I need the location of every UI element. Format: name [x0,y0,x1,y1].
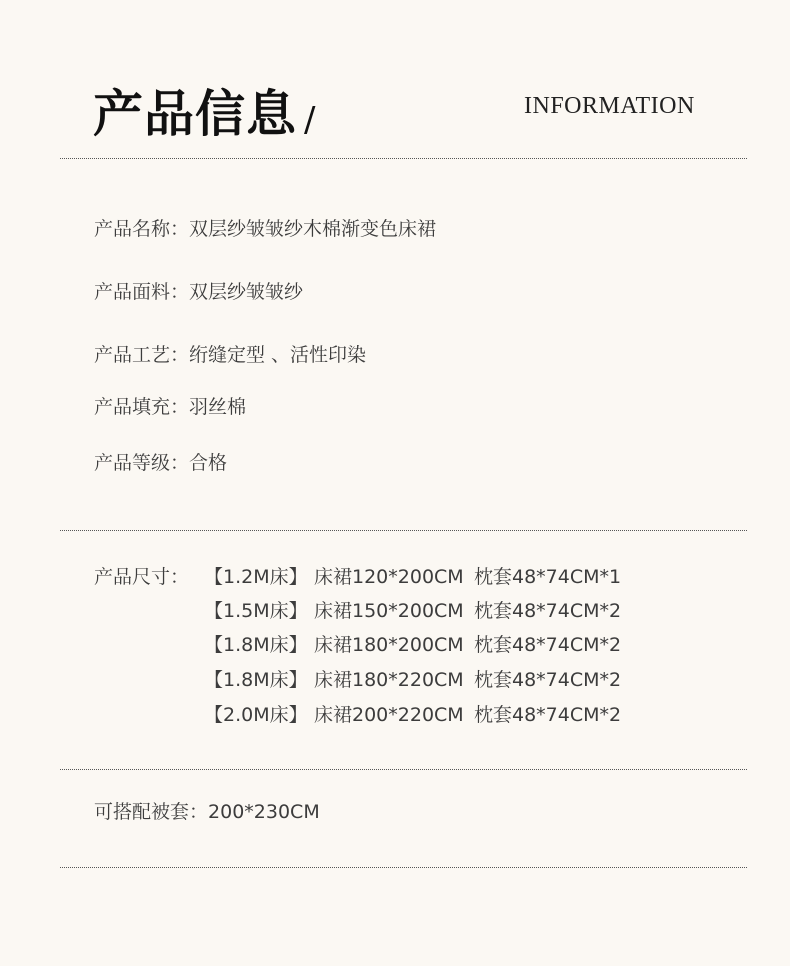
info-label: 产品名称： [94,218,190,240]
size-skirt: 床裙120*200CM [314,566,464,588]
size-row [204,565,621,589]
info-value: 羽丝棉 [189,396,247,418]
size-skirt: 床裙150*200CM [314,600,464,622]
info-label: 产品填充： [94,396,190,418]
size-row [204,703,621,727]
info-value: 合格 [189,452,228,474]
size-bed: 【1.5M床】 [204,600,308,622]
info-value: 双层纱皱皱纱木棉渐变色床裙 [189,218,437,240]
size-row [204,599,621,623]
size-pillow: 枕套48*74CM*2 [474,600,622,622]
title-slash: / [304,100,316,140]
info-value: 双层纱皱皱纱 [189,281,304,303]
info-label: 产品工艺： [94,344,190,366]
divider-bottom [60,867,747,868]
info-row-grade [94,451,227,475]
size-pillow: 枕套48*74CM*2 [474,634,622,656]
divider-middle [60,530,747,531]
sizes-label: 产品尺寸： [94,566,190,588]
size-skirt: 床裙200*220CM [314,704,464,726]
size-pillow: 枕套48*74CM*1 [474,566,622,588]
duvet-value: 200*230CM [208,801,320,823]
size-bed: 【1.8M床】 [204,669,308,691]
divider-top [60,158,747,159]
info-label: 产品等级： [94,452,190,474]
info-value: 绗缝定型 、活性印染 [189,344,367,366]
info-label: 产品面料： [94,281,190,303]
page-subtitle: INFORMATION [524,93,695,119]
size-row [204,633,621,657]
size-skirt: 床裙180*200CM [314,634,464,656]
info-row-name [94,217,436,241]
info-row-craft [94,343,366,367]
duvet-label: 可搭配被套： [94,801,209,823]
size-row [204,668,621,692]
divider-lower [60,769,747,770]
size-skirt: 床裙180*220CM [314,669,464,691]
duvet-row [94,800,320,824]
size-pillow: 枕套48*74CM*2 [474,669,622,691]
size-bed: 【2.0M床】 [204,704,308,726]
size-bed: 【1.2M床】 [204,566,308,588]
size-bed: 【1.8M床】 [204,634,308,656]
page-title: 产品信息 [93,85,297,143]
info-row-fabric [94,280,303,304]
info-row-filling [94,395,246,419]
size-pillow: 枕套48*74CM*2 [474,704,622,726]
